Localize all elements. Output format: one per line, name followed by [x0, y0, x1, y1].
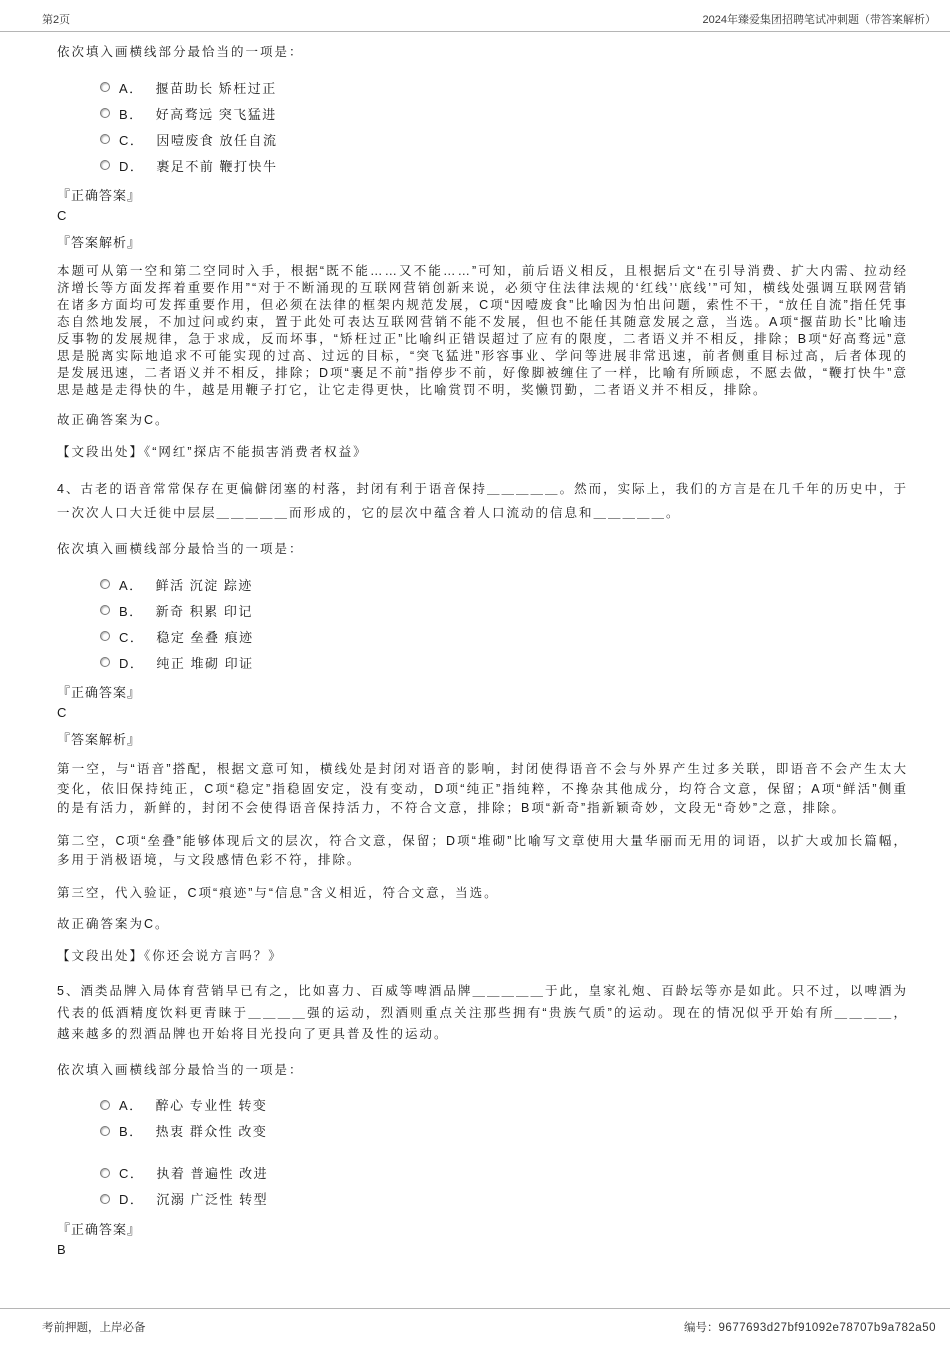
- question4-analysis-p1: 第一空，与“语音”搭配，根据文意可知，横线处是封闭对语音的影响，封闭使得语音不会与外界产生过多关联，即语音不会产生太大变化，依旧保持纯正，C项“稳定”指稳固安定，没有变动，D项“纯正”指纯粹，不搀杂其他成分，均符合文意，保留；A项“鲜活”侧重的是有活力，新鲜的，封闭不会使得语音保持活力，不符合文意，排除；B项“新奇”指新颖奇妙，文段无“奇妙”之意，排除。: [57, 762, 908, 815]
- question4-source: 【文段出处】《你还会说方言吗？》: [57, 949, 283, 963]
- option-row: [100, 126, 908, 152]
- question4-conclusion: 故正确答案为C。: [57, 917, 170, 931]
- option-row: [100, 597, 908, 623]
- option-letter: B．: [119, 106, 144, 122]
- radio-button[interactable]: [100, 82, 110, 92]
- option-text: 鲜活 沉淀 踪迹: [155, 577, 253, 593]
- correct-answer-label: 『正确答案』: [57, 1221, 142, 1237]
- option-text: 裹足不前 鞭打快牛: [156, 158, 278, 174]
- question3-options: [100, 74, 908, 178]
- option-text: 稳定 垒叠 痕迹: [156, 629, 254, 645]
- radio-button[interactable]: [100, 579, 110, 589]
- page-header: [0, 0, 950, 32]
- question4-prompt: 依次填入画横线部分最恰当的一项是：: [57, 542, 304, 556]
- option-text: 热衷 群众性 改变: [155, 1124, 268, 1139]
- option-text: 揠苗助长 矫枉过正: [155, 80, 277, 96]
- option-letter: B．: [119, 603, 144, 619]
- option-letter: D．: [119, 655, 145, 671]
- option-letter: C．: [119, 629, 145, 645]
- page-footer: [0, 1308, 950, 1345]
- serial-label: 编号：: [684, 1322, 719, 1334]
- radio-button[interactable]: [100, 134, 110, 144]
- radio-button[interactable]: [100, 1168, 110, 1178]
- option-letter: D．: [119, 158, 145, 174]
- option-row: [100, 152, 908, 178]
- question5-stem: 5、酒类品牌入局体育营销早已有之，比如喜力、百威等啤酒品牌＿＿＿＿＿于此，皇家礼炮、百龄坛等亦是如此。只不过，以啤酒为代表的低酒精度饮料更青睐于＿＿＿＿强的运动，烈酒则重点关注那些拥有“贵族气质”的运动。现在的情况似乎开始有所＿＿＿＿，越来越多的烈酒品牌也开始将目光投向了更具普及性的运动。: [57, 984, 908, 1041]
- page-content: [57, 32, 908, 1259]
- footer-serial: [684, 1319, 936, 1335]
- option-row: [100, 623, 908, 649]
- question4-answer: C: [57, 705, 67, 720]
- correct-answer-label: 『正确答案』: [57, 685, 142, 700]
- option-row: [100, 1092, 908, 1118]
- option-row: [100, 100, 908, 126]
- option-text: 纯正 堆砌 印证: [156, 655, 254, 671]
- radio-button[interactable]: [100, 160, 110, 170]
- option-text: 好高骛远 突飞猛进: [155, 106, 277, 122]
- option-text: 醉心 专业性 转变: [155, 1098, 268, 1113]
- option-text: 新奇 积累 印记: [155, 603, 253, 619]
- option-letter: C．: [119, 132, 145, 148]
- analysis-label: 『答案解析』: [57, 732, 142, 747]
- option-letter: A．: [119, 1098, 144, 1113]
- option-letter: A．: [119, 80, 144, 96]
- correct-answer-label: 『正确答案』: [57, 188, 142, 203]
- page-number: 第2页: [42, 14, 71, 26]
- radio-button[interactable]: [100, 1194, 110, 1204]
- radio-button[interactable]: [100, 1126, 110, 1136]
- option-row: [100, 1160, 908, 1186]
- analysis-label: 『答案解析』: [57, 235, 142, 250]
- option-text: 沉溺 广泛性 转型: [156, 1192, 269, 1207]
- option-row: [100, 74, 908, 100]
- question3-prompt: 依次填入画横线部分最恰当的一项是：: [57, 45, 304, 59]
- option-letter: C．: [119, 1166, 145, 1181]
- question5-answer: B: [57, 1241, 66, 1257]
- question4-analysis-p2: 第二空，C项“垒叠”能够体现后文的层次，符合文意，保留；D项“堆砌”比喻写文章使用大量华丽而无用的词语，以扩大或加长篇幅，多用于消极语境，与文段感情色彩不符，排除。: [57, 833, 908, 867]
- question3-source: 【文段出处】《“网红”探店不能损害消费者权益》: [57, 445, 368, 459]
- question4-options: [100, 571, 908, 675]
- option-row: [100, 1118, 908, 1144]
- serial-number: 9677693d27bf91092e78707b9a782a50: [718, 1322, 936, 1334]
- radio-button[interactable]: [100, 605, 110, 615]
- question3-conclusion: 故正确答案为C。: [57, 413, 170, 427]
- footer-slogan: 考前押题，上岸必备: [42, 1322, 146, 1334]
- radio-button[interactable]: [100, 631, 110, 641]
- question5-prompt: 依次填入画横线部分最恰当的一项是：: [57, 1062, 304, 1077]
- question3-answer: C: [57, 208, 67, 223]
- option-letter: D．: [119, 1192, 145, 1207]
- document-title: 2024年臻爱集团招聘笔试冲刺题（带答案解析）: [702, 14, 936, 26]
- option-letter: B．: [119, 1124, 144, 1139]
- question4-analysis-p3: 第三空，代入验证，C项“痕迹”与“信息”含义相近，符合文意，当选。: [57, 885, 499, 900]
- option-text: 因噎废食 放任自流: [156, 132, 278, 148]
- radio-button[interactable]: [100, 1100, 110, 1110]
- radio-button[interactable]: [100, 657, 110, 667]
- option-letter: A．: [119, 577, 144, 593]
- option-row: [100, 649, 908, 675]
- radio-button[interactable]: [100, 108, 110, 118]
- question3-analysis: 本题可从第一空和第二空同时入手，根据“既不能……又不能……”可知，前后语义相反，且根据后文“在引导消费、扩大内需、拉动经济增长等方面发挥着重要作用”“对于不断涌现的互联网营销创新来说，必须守住法律法规的‘红线’‘底线’”可知，横线处强调互联网营销在诸多方面均可发挥重要作用，但必须在法律的框架内规范发展，C项“因噎废食”比喻因为怕出问题，索性不干，“放任自流”指任凭事态自然地发展，不加过问或约束，置于此处可表达互联网营销不能不发展，但也不能任其随意发展之意，当选。A项“揠苗助长”比喻违反事物的发展规律，急于求成，反而坏事，“矫枉过正”比喻纠正错误超过了应有的限度，二者语义并不相反，排除；B项“好高骛远”意思是脱离实际地追求不可能实现的过高、过远的目标，“突飞猛进”形容事业、学问等进展非常迅速，前者侧重目标过高，后者体现的是发展迅速，二者语义并不相反，排除；D项“裹足不前”指停步不前，好像脚被缠住了一样，比喻有所顾虑，不愿去做，“鞭打快牛”意思是越是走得快的牛，越是用鞭子打它，让它走得更快，比喻赏罚不明，奖懒罚勤，二者语义并不相反，排除。: [57, 264, 908, 397]
- option-row: [100, 571, 908, 597]
- option-row: [100, 1186, 908, 1212]
- question5-options: [100, 1092, 908, 1212]
- question4-stem: 4、古老的语音常常保存在更偏僻闭塞的村落，封闭有利于语音保持＿＿＿＿＿。然而，实际上，我们的方言是在几千年的历史中，于一次次人口大迁徙中层层＿＿＿＿＿而形成的，它的层次中蕴含着人口流动的信息和＿＿＿＿＿。: [57, 482, 908, 520]
- option-text: 执着 普遍性 改进: [156, 1166, 269, 1181]
